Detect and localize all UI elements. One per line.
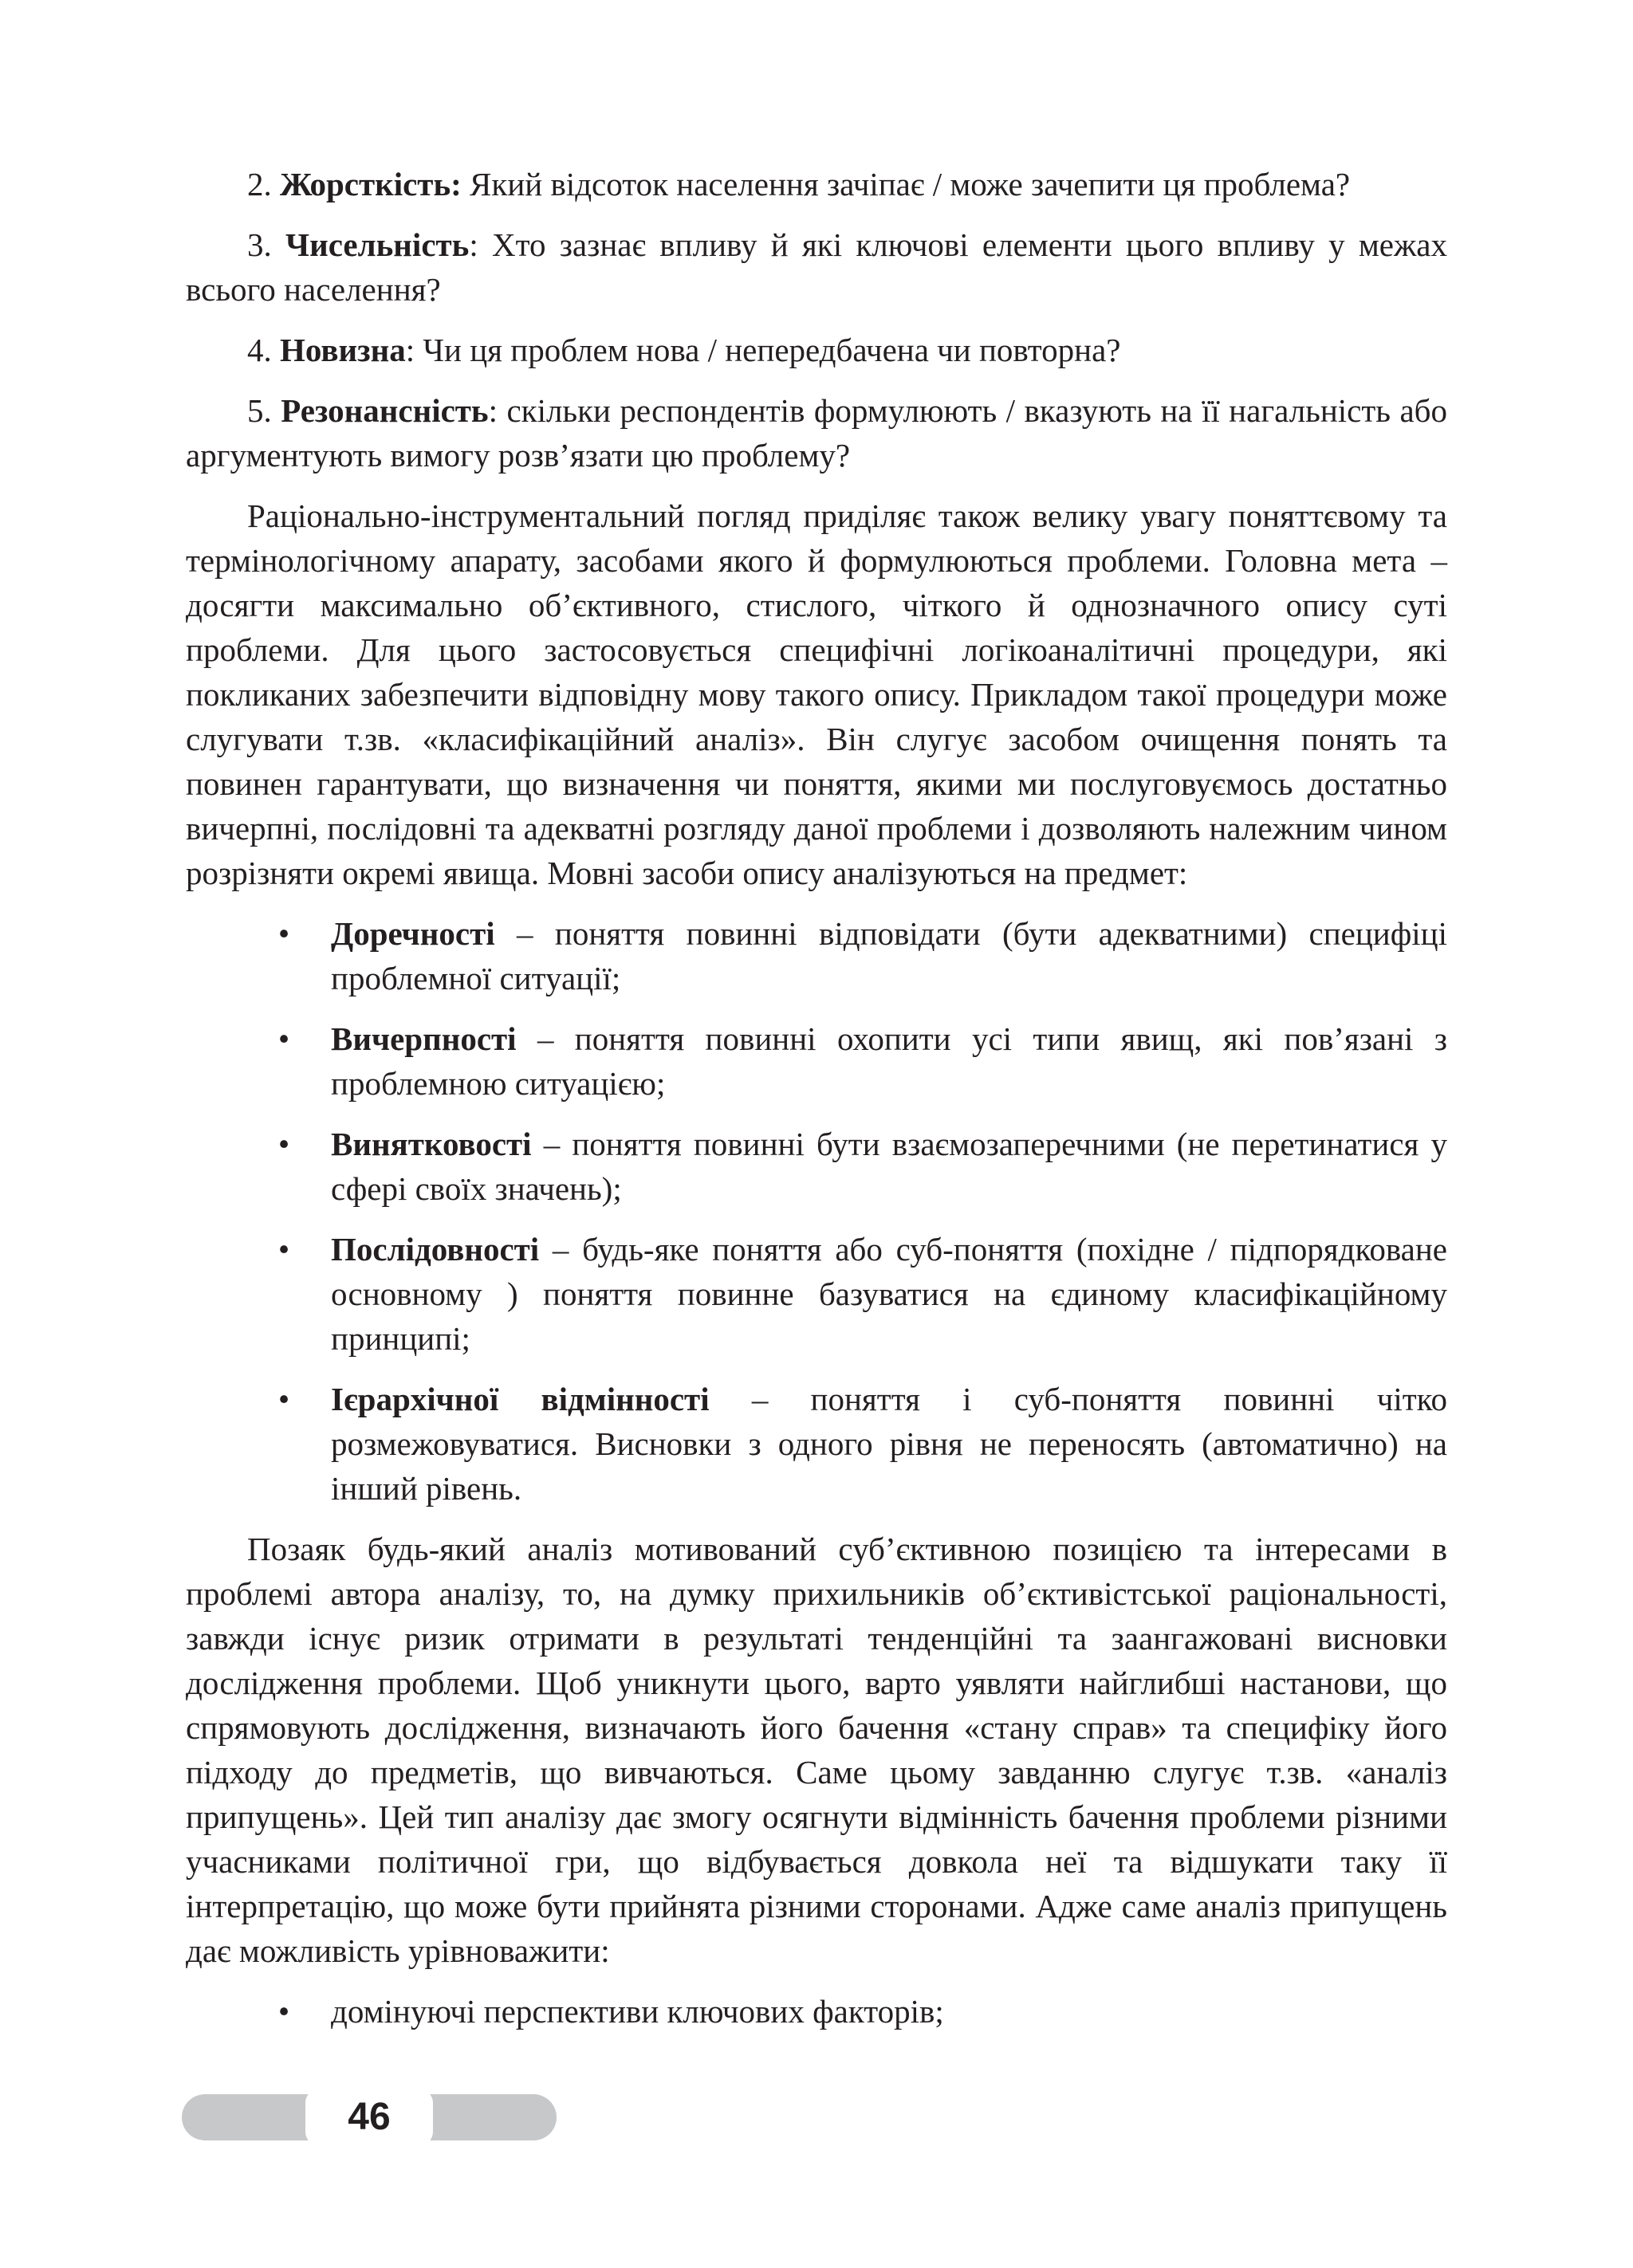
bullet-icon: • <box>277 915 290 952</box>
list-item <box>277 1016 1447 1106</box>
bullet-icon: • <box>277 1381 290 1417</box>
item-text: : скільки респондентів формулюють / вказують на її нагальність або аргументують вимогу розв’язати цю проблему? <box>186 392 1447 474</box>
item-text: Який відсоток населення зачіпає / може зачепити ця проблема? <box>461 166 1351 202</box>
numbered-item <box>186 162 1447 206</box>
numbered-item <box>186 388 1447 478</box>
page-body <box>186 162 1447 2050</box>
item-number: 5. <box>247 392 272 429</box>
criterion-text: – поняття і суб-поняття повинні чітко розмежовуватися. Висновки з одного рівня не переносять (автоматично) на інший рівень. <box>331 1381 1447 1507</box>
criterion-text: – будь-яке поняття або суб-поняття (похідне / підпорядковане основному ) поняття повинне базуватися на єдиному класифікаційному принципі; <box>331 1231 1447 1357</box>
criteria-list <box>186 911 1447 1511</box>
numbered-item <box>186 222 1447 312</box>
criterion-term: Вичерпності <box>331 1020 517 1057</box>
paragraph-classification-analysis: Раціонально-інструментальний погляд приділяє також велику увагу поняттєвому та термінологічному апарату, засобами якого й формулюються проблеми. Головна мета – досягти максимально об’єктивного, стислого, чіткого й однозначного опису суті проблеми. Для цього застосовується специфічні логікоаналітичні процедури, які покликаних забезпечити відповідну мову такого опису. Прикладом такої процедури може слугувати т.зв. «класифікаційний аналіз». Він слугує засобом очищення понять та повинен гарантувати, що визначення чи поняття, якими ми послуговуємось достатньо вичерпні, послідовні та адекватні розгляду даної проблеми і дозволяють належним чином розрізняти окремі явища. Мовні засоби опису аналізуються на предмет: <box>186 497 1447 891</box>
item-text: : Хто зазнає впливу й які ключові елементи цього впливу у межах всього населення? <box>186 226 1448 308</box>
criterion-text: – поняття повинні бути взаємозаперечними (не перетинатися у сфері своїх значень); <box>331 1126 1447 1207</box>
item-term: Новизна <box>280 332 406 368</box>
list-item-text: домінуючі перспективи ключових факторів; <box>331 1993 944 2030</box>
criterion-term: Доречності <box>331 915 495 952</box>
page-number: 46 <box>305 2089 433 2146</box>
list-item <box>277 1377 1447 1511</box>
list-item <box>277 1122 1447 1211</box>
item-term: Резонансність <box>281 392 489 429</box>
criterion-text: – поняття повинні охопити усі типи явищ, які пов’язані з проблемною ситуацією; <box>331 1020 1447 1102</box>
bullet-icon: • <box>277 1993 290 2030</box>
numbered-item <box>186 328 1447 372</box>
balance-list <box>186 1989 1447 2034</box>
list-item <box>277 1989 1447 2034</box>
bullet-icon: • <box>277 1126 290 1162</box>
list-item <box>277 911 1447 1000</box>
criterion-term: Винятковості <box>331 1126 532 1162</box>
bullet-icon: • <box>277 1020 290 1057</box>
criterion-term: Ієрархічної відмінності <box>331 1381 710 1417</box>
item-number: 4. <box>247 332 272 368</box>
criterion-term: Послідовності <box>331 1231 540 1268</box>
list-item <box>277 1227 1447 1361</box>
paragraph-assumption-analysis: Позаяк будь-який аналіз мотивований суб’єктивною позицією та інтересами в проблемі автора аналізу, то, на думку прихильників об’єктивістської раціональності, завжди існує ризик отримати в результаті тенденційні та заангажовані висновки дослідження проблеми. Щоб уникнути цього, варто уявляти найглибші настанови, що спрямовують дослідження, визначають його бачення «стану справ» та специфіку його підходу до предметів, що вивчаються. Саме цьому завданню слугує т.зв. «аналіз припущень». Цей тип аналізу дає змогу осягнути відмінність бачення проблеми різними учасниками політичної гри, що відбувається довкола неї та відшукати таку її інтерпретацію, що може бути прийнята різними сторонами. Адже саме аналіз припущень дає можливість урівноважити: <box>186 1531 1447 1969</box>
item-text: : Чи ця проблем нова / непередбачена чи повторна? <box>405 332 1121 368</box>
item-term: Жорсткість: <box>280 166 462 202</box>
bullet-icon: • <box>277 1231 290 1268</box>
item-term: Чисельність <box>285 226 470 263</box>
item-number: 3. <box>247 226 272 263</box>
criterion-text: – поняття повинні відповідати (бути адекватними) специфіці проблемної ситуації; <box>331 915 1447 996</box>
item-number: 2. <box>247 166 272 202</box>
